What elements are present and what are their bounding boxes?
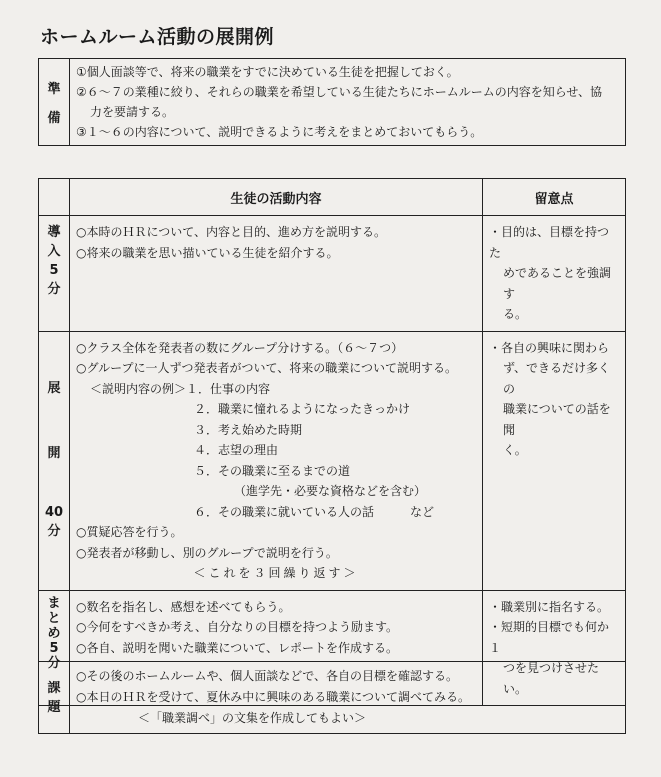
- preparation-content: [70, 59, 626, 146]
- activity-line: ○数名を指名し、感想を述べてもらう。: [76, 599, 291, 614]
- activity-line: ○各自、説明を聞いた職業について、レポートを作成する。: [76, 640, 398, 655]
- note-line: ・各自の興味に関わら: [489, 340, 610, 355]
- example-paren: （進学先・必要な資格などを含む）: [234, 484, 427, 498]
- example-heading: ＜説明内容の例＞１．仕事の内容: [90, 381, 271, 396]
- intro-row: [39, 216, 626, 332]
- note-line: ・職業別に指名する。: [489, 599, 610, 614]
- intro-notes: [483, 216, 626, 332]
- preparation-box: [38, 58, 626, 146]
- note-line: ・短期的目標でも何か１: [489, 620, 610, 655]
- intro-activities: [70, 216, 483, 332]
- development-row: [39, 331, 626, 590]
- note-line: めであることを強調す: [503, 266, 612, 301]
- activity-table: [38, 178, 626, 706]
- activity-line: ○今何をすべきか考え、自分なりの目標を持つよう励ます。: [76, 620, 398, 634]
- repeat-note: ＜これを３回繰り返す＞: [193, 566, 359, 580]
- activity-line: ○質疑応答を行う。: [76, 525, 183, 539]
- example-item: ４．志望の理由: [194, 443, 279, 457]
- note-line: く。: [503, 443, 527, 457]
- preparation-line: 力を要請する。: [90, 105, 175, 119]
- intro-label: 導 入 5 分: [39, 216, 70, 332]
- development-notes: [483, 331, 626, 590]
- activity-line: ○将来の職業を思い描いている生徒を紹介する。: [76, 245, 339, 260]
- page-title: ホームルーム活動の展開例: [40, 26, 275, 48]
- preparation-label: 準 備: [39, 59, 70, 146]
- activity-line: ○グループに一人ずつ発表者がついて、将来の職業について説明する。: [76, 361, 458, 375]
- development-activities: [70, 331, 483, 590]
- preparation-line: ②６～７の業種に絞り、それらの職業を希望している生徒たちにホームルームの内容を知らせ、協: [76, 85, 603, 99]
- example-item: ６．その職業に就いている人の話 など: [194, 504, 435, 519]
- activity-line: ○本時のＨＲについて、内容と目的、進め方を説明する。: [76, 225, 386, 239]
- homework-line: ○本日のＨＲを受けて、夏休み中に興味のある職業について調べてみる。: [76, 690, 470, 704]
- example-item: ３．考え始めた時期: [194, 422, 303, 437]
- header-row: [39, 179, 626, 216]
- activity-line: ○クラス全体を発表者の数にグループ分けする。（６～７つ）: [76, 340, 404, 355]
- preparation-line: ①個人面談等で、将来の職業をすでに決めている生徒を把握しておく。: [76, 65, 459, 79]
- homework-box: [38, 661, 626, 734]
- header-activity: 生徒の活動内容: [70, 179, 483, 216]
- note-line: ・目的は、目標を持つた: [489, 225, 610, 260]
- example-item: ５．その職業に至るまでの道: [194, 463, 351, 478]
- note-line: る。: [503, 307, 528, 321]
- header-notes: 留意点: [483, 179, 626, 216]
- note-line: つを見つけさせたい。: [503, 661, 600, 696]
- note-line: ず、できるだけ多くの: [503, 361, 611, 396]
- summary-label: ま と め 5 分: [39, 590, 70, 706]
- note-line: 職業についての話を聞: [503, 402, 611, 437]
- homework-label: 課 題: [39, 662, 70, 734]
- header-blank: [39, 179, 70, 216]
- homework-line: ○その後のホームルームや、個人面談などで、各自の目標を確認する。: [76, 669, 458, 683]
- development-label: 展 開 40 分: [39, 331, 70, 590]
- preparation-line: ③１～６の内容について、説明できるように考えをまとめておいてもらう。: [76, 125, 483, 139]
- activity-line: ○発表者が移動し、別のグループで説明を行う。: [76, 545, 338, 560]
- homework-line: ＜「職業調べ」の文集を作成してもよい＞: [138, 711, 367, 725]
- example-item: ２．職業に憧れるようになったきっかけ: [194, 402, 411, 416]
- homework-content: [70, 662, 626, 734]
